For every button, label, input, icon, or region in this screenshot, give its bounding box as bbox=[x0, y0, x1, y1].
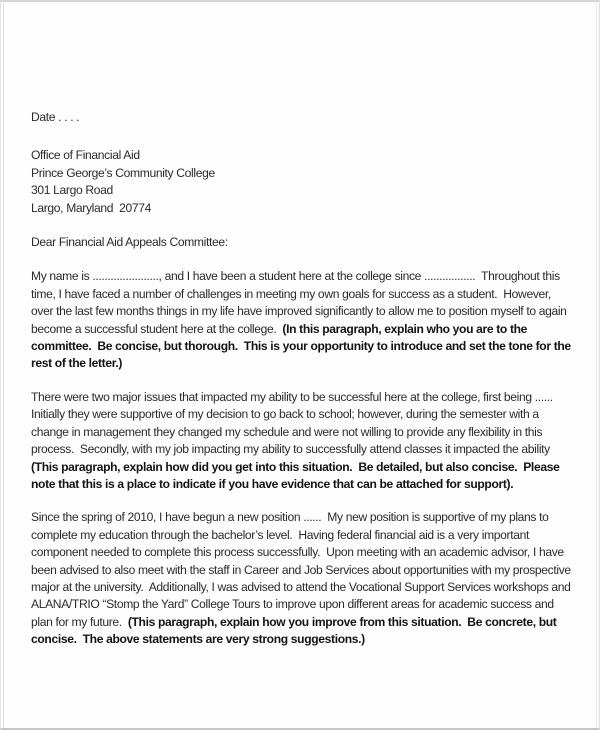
text-run: There were two major issues that impacted my ability to be successful here at the college, first being ...... Initially they were supportive of my decision to go back to school; however, during the semester with a change in management they changed my schedule and were not willing to provide any flexibility in this process. Secondly, with my job impacting my ability to successfully attend classes it impacted the ability bbox=[31, 389, 559, 457]
address-line-city: Largo, Maryland 20774 bbox=[31, 200, 152, 215]
body-paragraph bbox=[31, 389, 572, 493]
instruction-run: (This paragraph, explain how did you get into this situation. Be detailed, but also concise. Please note that this is a place to indicate if you have evidence that can be attached for support). bbox=[31, 459, 563, 491]
recipient-address-block bbox=[31, 147, 572, 217]
salutation: Dear Financial Aid Appeals Committee: bbox=[31, 235, 228, 250]
body-paragraph bbox=[31, 268, 572, 372]
address-line-office: Office of Financial Aid bbox=[31, 148, 140, 163]
letter-body bbox=[31, 268, 572, 648]
date-line: Date . . . . bbox=[31, 110, 80, 124]
text-run: My name is ......................, and I have been a student here at the college since ................. Throughout this time, I have faced a number of challenges in meeting my own goals for success as a student. However, over the last few months things in my life have improved significantly to allow me to position myself to again become a successful student here at the college. bbox=[31, 269, 570, 336]
address-line-street: 301 Largo Road bbox=[31, 183, 113, 198]
instruction-run: (This paragraph, explain how you improve from this situation. Be concrete, but concise. The above statements are very strong suggestions.) bbox=[31, 614, 560, 647]
letter-content bbox=[31, 109, 572, 665]
text-run: Since the spring of 2010, I have begun a new position ...... My new position is supportive of my plans to complete my education through the bachelor’s level. Having federal financial aid is a very important component needed to complete this process successfully. Upon meeting with an academic advisor, I have been advised to also meet with the staff in Career and Job Services about opportunities with my prospective major at the university. Additionally, I was advised to attend the Vocational Support Services workshops and ALANA/TRIO “Stomp the Yard” College Tours to improve upon different areas for academic success and plan for my future. bbox=[31, 510, 574, 629]
address-line-college: Prince George’s Community College bbox=[31, 165, 215, 180]
body-paragraph bbox=[31, 509, 572, 648]
instruction-run: (In this paragraph, explain who you are to the committee. Be concise, but thorough. This is your opportunity to introduce and set the tone for the rest of the letter.) bbox=[31, 321, 574, 371]
